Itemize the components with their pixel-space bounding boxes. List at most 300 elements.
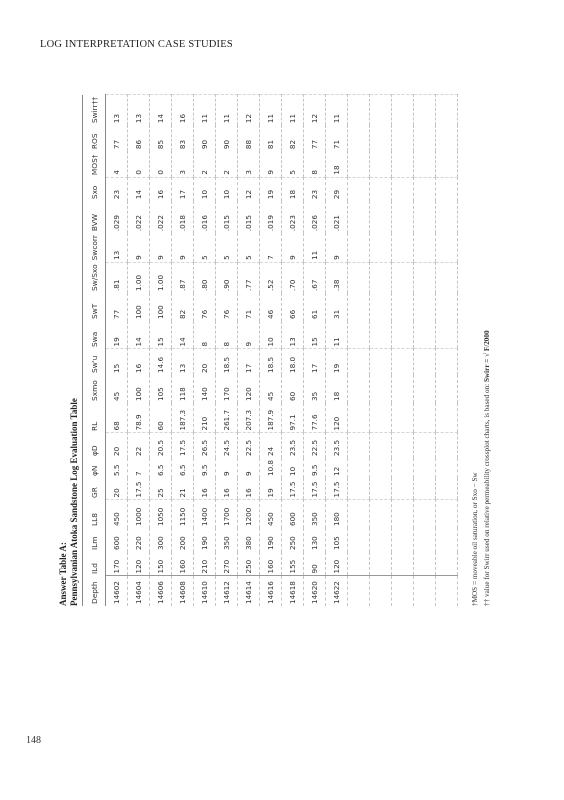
table-cell: 250: [238, 552, 260, 576]
table-cell: 120: [326, 552, 348, 576]
table-cell: [370, 458, 392, 478]
table-row: [194, 95, 216, 606]
table-cell: [392, 95, 414, 125]
table-cell: [348, 349, 370, 375]
table-cell: 76: [194, 293, 216, 321]
column-header: Swcorr: [83, 233, 106, 262]
table-cell: [414, 528, 436, 552]
table-row: [282, 95, 304, 606]
depth-cell: 14602: [106, 576, 128, 606]
table-cell: 16: [216, 478, 238, 500]
table-cell: 77.6: [304, 403, 326, 433]
table-row: [304, 95, 326, 606]
footnote-swirr-formula: Swirr = √ F/2000: [483, 330, 491, 383]
table-cell: [436, 349, 458, 375]
table-cell: [436, 458, 458, 478]
table-cell: 120: [238, 375, 260, 403]
table-cell: 9.5: [304, 458, 326, 478]
depth-cell: 14612: [216, 576, 238, 606]
table-cell: [436, 478, 458, 500]
table-cell: 19: [326, 349, 348, 375]
table-cell: .026: [304, 201, 326, 233]
table-cell: 81: [260, 125, 282, 151]
table-cell: 7: [128, 458, 150, 478]
depth-cell: 14622: [326, 576, 348, 606]
depth-cell: [370, 576, 392, 606]
table-cell: [370, 321, 392, 349]
column-header: BVW: [83, 201, 106, 233]
table-cell: 8: [194, 321, 216, 349]
column-header: ILm: [83, 528, 106, 552]
table-cell: 35: [304, 375, 326, 403]
table-title: [58, 398, 80, 606]
column-header: φN: [83, 458, 106, 478]
table-cell: [414, 262, 436, 293]
table-cell: 1400: [194, 500, 216, 528]
table-cell: [414, 478, 436, 500]
table-cell: [392, 478, 414, 500]
table-cell: 13: [172, 349, 194, 375]
depth-cell: 14618: [282, 576, 304, 606]
table-cell: 18.0: [282, 349, 304, 375]
table-cell: 13: [106, 95, 128, 125]
table-cell: 14: [150, 95, 172, 125]
table-cell: 45: [106, 375, 128, 403]
table-cell: .80: [194, 262, 216, 293]
table-cell: 82: [172, 293, 194, 321]
table-cell: 17.5: [128, 478, 150, 500]
table-cell: 10: [216, 177, 238, 201]
table-cell: [436, 151, 458, 177]
table-cell: 71: [238, 293, 260, 321]
column-header: Sxo: [83, 177, 106, 201]
table-cell: 23.5: [326, 433, 348, 458]
table-cell: 9: [150, 233, 172, 262]
table-header-row: [83, 95, 106, 606]
depth-cell: [348, 576, 370, 606]
table-cell: 77: [106, 125, 128, 151]
table-cell: 1000: [128, 500, 150, 528]
table-cell: 23: [106, 177, 128, 201]
table-cell: [414, 95, 436, 125]
table-cell: 2: [216, 151, 238, 177]
table-row: [216, 95, 238, 606]
table-cell: [348, 403, 370, 433]
depth-cell: 14604: [128, 576, 150, 606]
table-cell: [392, 293, 414, 321]
column-header: SwT: [83, 293, 106, 321]
table-cell: 10.8: [260, 458, 282, 478]
table-cell: [392, 349, 414, 375]
table-cell: 60: [150, 403, 172, 433]
table-cell: [392, 262, 414, 293]
table-cell: [370, 201, 392, 233]
footnotes: [469, 330, 493, 606]
table-cell: [370, 500, 392, 528]
log-evaluation-table: [82, 94, 458, 606]
table-row: [172, 95, 194, 606]
column-header: Depth: [83, 576, 106, 606]
table-cell: 17: [238, 349, 260, 375]
table-cell: 24: [260, 433, 282, 458]
table-cell: 46: [260, 293, 282, 321]
table-cell: 100: [150, 293, 172, 321]
table-cell: .022: [150, 201, 172, 233]
table-cell: [436, 95, 458, 125]
table-body: [106, 95, 458, 606]
table-cell: 17.5: [282, 478, 304, 500]
table-cell: 100: [128, 293, 150, 321]
table-cell: .38: [326, 262, 348, 293]
table-cell: 18: [326, 375, 348, 403]
table-cell: 1700: [216, 500, 238, 528]
table-cell: [392, 500, 414, 528]
table-cell: [348, 95, 370, 125]
table-cell: 105: [326, 528, 348, 552]
table-row: [392, 95, 414, 606]
column-header: MOS†: [83, 151, 106, 177]
table-cell: [348, 125, 370, 151]
table-cell: 20: [106, 433, 128, 458]
table-cell: 300: [150, 528, 172, 552]
table-cell: [370, 293, 392, 321]
table-cell: [436, 321, 458, 349]
table-cell: 1050: [150, 500, 172, 528]
table-cell: 10: [282, 458, 304, 478]
table-cell: [392, 233, 414, 262]
table-cell: [414, 403, 436, 433]
table-cell: 20.5: [150, 433, 172, 458]
table-cell: 17: [304, 349, 326, 375]
page-number: 148: [26, 735, 41, 746]
depth-cell: 14616: [260, 576, 282, 606]
table-cell: [392, 375, 414, 403]
footnote-mos: †MOS = moveable oil saturation, or Sxo − Sw: [471, 472, 479, 606]
table-cell: [348, 433, 370, 458]
table-cell: 90: [194, 125, 216, 151]
table-cell: [370, 349, 392, 375]
table-cell: 9: [326, 233, 348, 262]
table-cell: 20: [106, 478, 128, 500]
table-cell: 2: [194, 151, 216, 177]
table-cell: 23: [304, 177, 326, 201]
table-cell: .87: [172, 262, 194, 293]
table-row: [370, 95, 392, 606]
table-cell: 77: [304, 125, 326, 151]
table-cell: 150: [150, 552, 172, 576]
table-cell: 68: [106, 403, 128, 433]
table-cell: [370, 375, 392, 403]
table-cell: 118: [172, 375, 194, 403]
table-cell: 180: [326, 500, 348, 528]
table-cell: 5: [282, 151, 304, 177]
table-cell: 3: [238, 151, 260, 177]
table-cell: [436, 177, 458, 201]
table-cell: [348, 151, 370, 177]
table-cell: 3: [172, 151, 194, 177]
table-cell: 9: [172, 233, 194, 262]
table-cell: 1200: [238, 500, 260, 528]
table-cell: .81: [106, 262, 128, 293]
table-cell: 25: [150, 478, 172, 500]
table-cell: .015: [238, 201, 260, 233]
column-header: RL: [83, 403, 106, 433]
table-cell: .022: [128, 201, 150, 233]
table-cell: 71: [326, 125, 348, 151]
table-cell: 11: [304, 233, 326, 262]
table-cell: .67: [304, 262, 326, 293]
table-row: [348, 95, 370, 606]
table-cell: 90: [304, 552, 326, 576]
table-cell: 15: [150, 321, 172, 349]
table-cell: 23.5: [282, 433, 304, 458]
table-cell: 11: [216, 95, 238, 125]
table-cell: [414, 375, 436, 403]
table-cell: 0: [150, 151, 172, 177]
depth-cell: 14610: [194, 576, 216, 606]
table-cell: [348, 262, 370, 293]
table-cell: 90: [216, 125, 238, 151]
table-row: [238, 95, 260, 606]
table-cell: 11: [194, 95, 216, 125]
table-cell: 14.6: [150, 349, 172, 375]
column-header: ROS: [83, 125, 106, 151]
depth-cell: 14620: [304, 576, 326, 606]
table-cell: 60: [282, 375, 304, 403]
table-cell: 14: [128, 177, 150, 201]
table-cell: 9: [128, 233, 150, 262]
table-cell: [436, 125, 458, 151]
table-cell: 155: [282, 552, 304, 576]
table-cell: 170: [106, 552, 128, 576]
table-cell: [348, 552, 370, 576]
table-cell: [414, 552, 436, 576]
table-cell: [348, 321, 370, 349]
table-cell: .015: [216, 201, 238, 233]
table-cell: 130: [304, 528, 326, 552]
table-cell: [370, 552, 392, 576]
table-cell: 187.9: [260, 403, 282, 433]
column-header: Swirr††: [83, 95, 106, 125]
table-cell: 100: [128, 375, 150, 403]
table-cell: [414, 349, 436, 375]
table-cell: [414, 177, 436, 201]
table-cell: 18.5: [260, 349, 282, 375]
table-cell: [436, 433, 458, 458]
table-row: [106, 95, 128, 606]
table-cell: .023: [282, 201, 304, 233]
table-cell: [436, 403, 458, 433]
table-cell: .90: [216, 262, 238, 293]
table-cell: [370, 233, 392, 262]
column-header: φD: [83, 433, 106, 458]
table-cell: [436, 201, 458, 233]
table-cell: 190: [194, 528, 216, 552]
table-cell: 6.5: [172, 458, 194, 478]
table-cell: 18.5: [216, 349, 238, 375]
table-cell: 15: [304, 321, 326, 349]
table-cell: 26.5: [194, 433, 216, 458]
table-cell: 61: [304, 293, 326, 321]
table-row: [150, 95, 172, 606]
table-cell: 5: [238, 233, 260, 262]
table-cell: 12: [304, 95, 326, 125]
table-cell: 11: [326, 95, 348, 125]
table-cell: 450: [106, 500, 128, 528]
table-cell: [370, 433, 392, 458]
depth-cell: 14606: [150, 576, 172, 606]
table-cell: 600: [282, 500, 304, 528]
table-cell: [370, 478, 392, 500]
table-cell: 16: [238, 478, 260, 500]
table-title-line1: Answer Table A:: [58, 542, 68, 606]
footnote-swirr-text: †† value for Swirr used on relative permeability crossplot charts, is based on:: [483, 382, 491, 606]
table-cell: 250: [282, 528, 304, 552]
table-cell: 17.5: [172, 433, 194, 458]
table-cell: 7: [260, 233, 282, 262]
depth-cell: 14614: [238, 576, 260, 606]
table-cell: [392, 403, 414, 433]
table-cell: [348, 478, 370, 500]
table-cell: [392, 552, 414, 576]
table-cell: [370, 95, 392, 125]
table-cell: 187.3: [172, 403, 194, 433]
table-cell: 9: [260, 151, 282, 177]
table-cell: [370, 177, 392, 201]
table-cell: 120: [326, 403, 348, 433]
table-cell: 140: [194, 375, 216, 403]
table-cell: 11: [260, 95, 282, 125]
table-cell: 4: [106, 151, 128, 177]
column-header: Swa: [83, 321, 106, 349]
running-head: LOG INTERPRETATION CASE STUDIES: [40, 39, 233, 50]
table-cell: [370, 528, 392, 552]
table-cell: 76: [216, 293, 238, 321]
table-cell: .021: [326, 201, 348, 233]
column-header: Sxmo: [83, 375, 106, 403]
column-header: GR: [83, 478, 106, 500]
table-cell: [436, 500, 458, 528]
table-cell: [348, 201, 370, 233]
table-cell: 220: [128, 528, 150, 552]
table-cell: 1150: [172, 500, 194, 528]
table-cell: 66: [282, 293, 304, 321]
table-cell: 600: [106, 528, 128, 552]
table-cell: 85: [150, 125, 172, 151]
table-cell: 97.1: [282, 403, 304, 433]
table-cell: 83: [172, 125, 194, 151]
table-cell: 0: [128, 151, 150, 177]
table-cell: 82: [282, 125, 304, 151]
table-cell: 1.00: [128, 262, 150, 293]
table-cell: [436, 262, 458, 293]
table-cell: [414, 321, 436, 349]
table-cell: 350: [216, 528, 238, 552]
table-cell: [392, 151, 414, 177]
column-header: Sw/Sxo: [83, 262, 106, 293]
table-cell: 45: [260, 375, 282, 403]
table-cell: [370, 125, 392, 151]
table-cell: [348, 293, 370, 321]
table-cell: 17.5: [326, 478, 348, 500]
table-cell: 5: [216, 233, 238, 262]
table-cell: 11: [326, 321, 348, 349]
table-cell: [436, 293, 458, 321]
table-cell: 9: [216, 458, 238, 478]
table-cell: 13: [128, 95, 150, 125]
table-cell: [414, 151, 436, 177]
table-cell: 16: [150, 177, 172, 201]
table-cell: 18: [326, 151, 348, 177]
table-cell: 13: [282, 321, 304, 349]
table-cell: 88: [238, 125, 260, 151]
table-cell: 350: [304, 500, 326, 528]
table-cell: [392, 528, 414, 552]
table-cell: [392, 458, 414, 478]
table-cell: 16: [194, 478, 216, 500]
table-cell: [414, 125, 436, 151]
table-cell: [436, 528, 458, 552]
table-cell: 19: [260, 177, 282, 201]
table-cell: 9: [282, 233, 304, 262]
table-cell: 10: [194, 177, 216, 201]
table-cell: 9: [238, 458, 260, 478]
table-cell: 17.5: [304, 478, 326, 500]
table-cell: 200: [172, 528, 194, 552]
table-cell: .019: [260, 201, 282, 233]
table-cell: 9.5: [194, 458, 216, 478]
table-cell: 17: [172, 177, 194, 201]
table-cell: 77: [106, 293, 128, 321]
depth-cell: 14608: [172, 576, 194, 606]
table-cell: 16: [128, 349, 150, 375]
table-cell: [414, 458, 436, 478]
table-cell: .029: [106, 201, 128, 233]
table-cell: 20: [194, 349, 216, 375]
rotated-table-block: [56, 86, 521, 606]
table-cell: 14: [172, 321, 194, 349]
table-cell: [392, 321, 414, 349]
table-cell: [414, 233, 436, 262]
table-cell: 78.9: [128, 403, 150, 433]
table-cell: 207.3: [238, 403, 260, 433]
depth-cell: [436, 576, 458, 606]
table-cell: 29: [326, 177, 348, 201]
table-cell: 170: [216, 375, 238, 403]
table-cell: 14: [128, 321, 150, 349]
table-cell: [348, 177, 370, 201]
table-cell: .77: [238, 262, 260, 293]
table-cell: 10: [260, 321, 282, 349]
table-cell: 31: [326, 293, 348, 321]
table-cell: 160: [172, 552, 194, 576]
table-row: [260, 95, 282, 606]
table-cell: [348, 458, 370, 478]
table-cell: [436, 233, 458, 262]
table-cell: [370, 262, 392, 293]
table-cell: .016: [194, 201, 216, 233]
depth-cell: [414, 576, 436, 606]
table-cell: 105: [150, 375, 172, 403]
table-cell: 15: [106, 349, 128, 375]
table-cell: 12: [326, 458, 348, 478]
table-cell: [370, 151, 392, 177]
footnote-swirr: [481, 330, 493, 606]
table-cell: 1.00: [150, 262, 172, 293]
table-cell: 86: [128, 125, 150, 151]
table-cell: 190: [260, 528, 282, 552]
table-cell: [436, 375, 458, 403]
